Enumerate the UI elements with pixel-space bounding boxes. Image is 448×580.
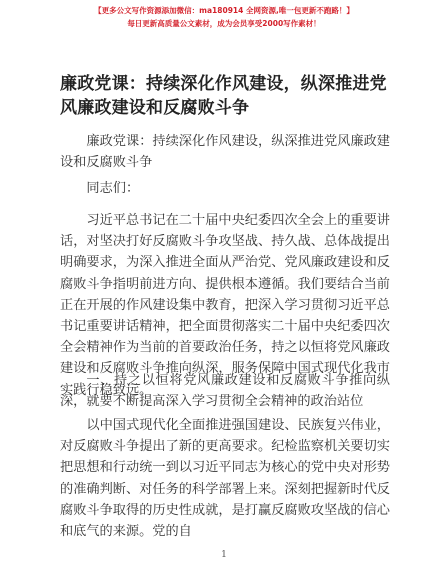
paragraph-salutation: 同志们： xyxy=(86,181,140,196)
paragraph-section-1-body: 以中国式现代化全面推进强国建设、民族复兴伟业，对反腐败斗争提出了新的更高要求。纪检监察机关要切实把思想和行动统一到以习近平同志为核心的党中央对形势的准确判断、对任务的科学部署上来。深刻把握新时代反腐败斗争取得的历史性成就，是打赢反腐败攻坚战的信心和底气的来源。党的自 xyxy=(60,418,390,540)
document-title: 廉政党课：持续深化作风建设，纵深推进党风廉政建设和反腐败斗争 xyxy=(60,74,387,118)
paragraph-intro: 习近平总书记在二十届中央纪委四次全会上的重要讲话，对坚决打好反腐败斗争攻坚战、持久战、总体战提出明确要求，为深入推进全面从严治党、党风廉政建设和反腐败斗争指明前进方向、提供根本遵循。我们要结合当前正在开展的作风建设集中教育，把深入学习贯彻习近平总书记重要讲话精神，把全面贯彻落实二十届中央纪委四次全会精神作为当前的首要政治任务，持之以恒将党风廉政建设和反腐败斗争推向纵深，服务保障中国式现代化我市实践行稳致远。 xyxy=(60,213,390,398)
promo-banner-line-2: 每日更新高质量公文素材，成为会员享受2000写作素材！ xyxy=(127,19,321,28)
section-heading-1: 一、持之以恒将党风廉政建设和反腐败斗争推向纵深，就要不断提高深入学习贯彻全会精神的政治站位 xyxy=(60,373,390,410)
paragraph-subtitle: 廉政党课：持续深化作风建设，纵深推进党风廉政建设和反腐败斗争 xyxy=(60,134,390,171)
page-number: 1 xyxy=(221,550,227,560)
promo-banner-line-1: 【更多公文写作资源添加微信：ma180914 全网资源,唯一包更新不跑路！】 xyxy=(94,6,354,15)
